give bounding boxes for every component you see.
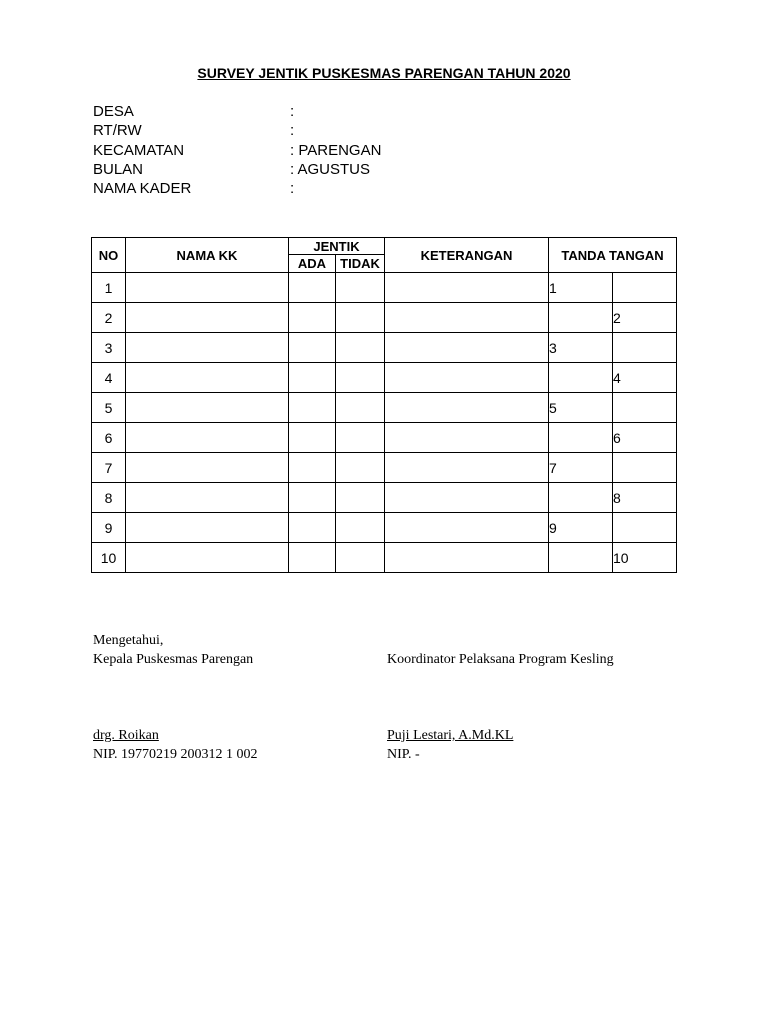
signature-space [387, 669, 614, 726]
cell-nama-kk[interactable] [126, 303, 289, 333]
cell-nama-kk[interactable] [126, 363, 289, 393]
cell-no: 4 [92, 363, 126, 393]
cell-ttd-left[interactable] [549, 543, 613, 573]
cell-keterangan[interactable] [385, 453, 549, 483]
cell-ttd-left[interactable]: 3 [549, 333, 613, 363]
table-row [92, 303, 677, 333]
cell-ttd-left[interactable] [549, 423, 613, 453]
cell-ttd-right[interactable]: 2 [613, 303, 677, 333]
signature-right-name: Puji Lestari, A.Md.KL [387, 728, 514, 743]
cell-ttd-left[interactable] [549, 483, 613, 513]
cell-ttd-right[interactable] [613, 273, 677, 303]
cell-ada[interactable] [289, 453, 336, 483]
cell-tidak[interactable] [336, 423, 385, 453]
cell-ttd-left[interactable]: 5 [549, 393, 613, 423]
header-keterangan: KETERANGAN [385, 238, 549, 273]
signature-right-position: Koordinator Pelaksana Program Kesling [387, 652, 614, 667]
table-row [92, 273, 677, 303]
cell-no: 5 [92, 393, 126, 423]
survey-table [91, 237, 677, 573]
cell-ttd-left[interactable] [549, 363, 613, 393]
table-row [92, 363, 677, 393]
cell-nama-kk[interactable] [126, 453, 289, 483]
cell-ada[interactable] [289, 423, 336, 453]
cell-ada[interactable] [289, 483, 336, 513]
table-row [92, 333, 677, 363]
signature-left-nip: NIP. 19770219 200312 1 002 [93, 747, 258, 762]
cell-no: 1 [92, 273, 126, 303]
header-tidak: TIDAK [336, 255, 385, 273]
cell-keterangan[interactable] [385, 303, 549, 333]
cell-no: 6 [92, 423, 126, 453]
cell-nama-kk[interactable] [126, 423, 289, 453]
cell-tidak[interactable] [336, 393, 385, 423]
cell-nama-kk[interactable] [126, 483, 289, 513]
info-value: : [290, 103, 295, 120]
cell-tidak[interactable] [336, 333, 385, 363]
cell-no: 9 [92, 513, 126, 543]
table-row [92, 423, 677, 453]
cell-ttd-right[interactable]: 10 [613, 543, 677, 573]
cell-tidak[interactable] [336, 363, 385, 393]
header-tanda-tangan: TANDA TANGAN [549, 238, 677, 273]
cell-keterangan[interactable] [385, 543, 549, 573]
cell-tidak[interactable] [336, 303, 385, 333]
cell-ada[interactable] [289, 543, 336, 573]
cell-no: 10 [92, 543, 126, 573]
cell-ttd-left[interactable] [549, 303, 613, 333]
table-row [92, 483, 677, 513]
cell-keterangan[interactable] [385, 513, 549, 543]
cell-ada[interactable] [289, 273, 336, 303]
header-ada: ADA [289, 255, 336, 273]
cell-nama-kk[interactable] [126, 273, 289, 303]
cell-nama-kk[interactable] [126, 543, 289, 573]
cell-ada[interactable] [289, 513, 336, 543]
cell-tidak[interactable] [336, 513, 385, 543]
info-value: : PARENGAN [290, 141, 382, 159]
info-label: DESA [93, 103, 134, 120]
signature-right [387, 650, 614, 764]
cell-no: 3 [92, 333, 126, 363]
info-label: RT/RW [93, 122, 142, 140]
cell-ada[interactable] [289, 303, 336, 333]
cell-ttd-right[interactable]: 8 [613, 483, 677, 513]
table-row [92, 393, 677, 423]
signature-acknowledgement: Mengetahui, [93, 633, 164, 648]
cell-no: 7 [92, 453, 126, 483]
signature-left [93, 631, 258, 764]
cell-keterangan[interactable] [385, 363, 549, 393]
cell-no: 8 [92, 483, 126, 513]
signature-left-name: drg. Roikan [93, 728, 159, 743]
cell-ttd-right[interactable]: 4 [613, 363, 677, 393]
cell-tidak[interactable] [336, 483, 385, 513]
cell-ada[interactable] [289, 333, 336, 363]
cell-nama-kk[interactable] [126, 393, 289, 423]
signature-left-position: Kepala Puskesmas Parengan [93, 652, 254, 667]
cell-nama-kk[interactable] [126, 513, 289, 543]
info-label: BULAN [93, 160, 144, 178]
cell-keterangan[interactable] [385, 423, 549, 453]
cell-ada[interactable] [289, 393, 336, 423]
cell-keterangan[interactable] [385, 333, 549, 363]
document-title [0, 65, 768, 81]
table-row [92, 453, 677, 483]
header-nama-kk: NAMA KK [126, 238, 289, 273]
info-label: NAMA KADER [93, 180, 192, 197]
cell-ttd-left[interactable]: 9 [549, 513, 613, 543]
signature-right-nip: NIP. - [387, 747, 420, 762]
cell-ttd-right[interactable] [613, 393, 677, 423]
cell-nama-kk[interactable] [126, 333, 289, 363]
cell-keterangan[interactable] [385, 273, 549, 303]
cell-keterangan[interactable] [385, 483, 549, 513]
info-value: : AGUSTUS [290, 160, 371, 178]
info-value: : [290, 122, 295, 140]
cell-ada[interactable] [289, 363, 336, 393]
table-row [92, 513, 677, 543]
header-no: NO [92, 238, 126, 273]
cell-tidak[interactable] [336, 273, 385, 303]
cell-ttd-right[interactable]: 6 [613, 423, 677, 453]
signature-space [93, 669, 258, 726]
cell-tidak[interactable] [336, 543, 385, 573]
info-value: : [290, 180, 295, 197]
header-jentik: JENTIK [289, 238, 385, 255]
cell-ttd-right[interactable] [613, 513, 677, 543]
document-title-text: SURVEY JENTIK PUSKESMAS PARENGAN TAHUN 2020 [197, 65, 571, 81]
cell-ttd-right[interactable] [613, 333, 677, 363]
cell-ttd-left[interactable]: 1 [549, 273, 613, 303]
cell-ttd-left[interactable]: 7 [549, 453, 613, 483]
cell-tidak[interactable] [336, 453, 385, 483]
cell-ttd-right[interactable] [613, 453, 677, 483]
header-row [92, 238, 677, 255]
table-row [92, 543, 677, 573]
info-label: KECAMATAN [93, 141, 185, 159]
cell-keterangan[interactable] [385, 393, 549, 423]
cell-no: 2 [92, 303, 126, 333]
